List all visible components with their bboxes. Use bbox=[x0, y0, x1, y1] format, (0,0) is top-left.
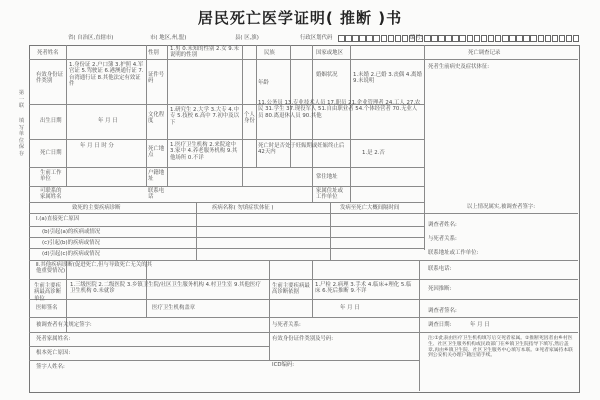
death-place-label: 死亡地点 bbox=[148, 146, 165, 159]
region-code-label: 行政区划代码 bbox=[300, 35, 333, 41]
doctor-sign-label: 医师签名 bbox=[36, 305, 58, 311]
signer-name-label: 签字人姓名: bbox=[36, 364, 65, 370]
certificate-title: 居民死亡医学证明( 推断 )书 bbox=[197, 9, 403, 27]
workplace-label: 生前工作单位 bbox=[40, 170, 62, 183]
education-options: 1.研究生 2.大学 3.大专 4.中专 5.技校 6.高中 7.初中及以下 bbox=[170, 107, 240, 126]
marital-label: 婚姻状况 bbox=[316, 72, 338, 78]
causes-header-interval: 发病至死亡大概间隔时间 bbox=[340, 205, 400, 211]
id-type-label: 有效身份证件类别 bbox=[36, 72, 63, 85]
footer-relation-label: 与死者关系: bbox=[272, 322, 301, 328]
survey-history-label: 死者生前病史及症状体征: bbox=[428, 64, 490, 70]
survey-section-title: 死亡调查记录 bbox=[468, 50, 501, 56]
cause-line-d: (d)引起(c)的疾病或情况 bbox=[42, 251, 100, 257]
household-address-label: 户籍地址 bbox=[148, 170, 165, 183]
survey-cause-label: 死因推断: bbox=[428, 286, 452, 292]
causes-header-disease: 致死的主要疾病诊断 bbox=[72, 205, 121, 211]
sign-date: 年 月 日 bbox=[340, 305, 360, 311]
deceased-name-label: 死者姓名 bbox=[37, 50, 59, 56]
cause-line-c: (c)引起(b)的疾病或情况 bbox=[42, 240, 100, 246]
diag-basis-label: 生前主要疾病最高诊断依据 bbox=[272, 283, 310, 296]
id-number-label: 证件号码 bbox=[148, 72, 165, 85]
occupation-label: 个人身份 bbox=[244, 112, 255, 125]
survey-relation-label: 与死者关系: bbox=[428, 236, 457, 242]
icd-code-label: ICD编码: bbox=[272, 362, 295, 368]
survey-date-label: 调查日期: bbox=[428, 322, 452, 328]
root-cause-label: 根本死亡原因: bbox=[36, 350, 71, 356]
nationality-label: 国家或地区 bbox=[316, 50, 343, 56]
number-label: 编号: bbox=[410, 35, 423, 41]
death-date-label: 死亡日期 bbox=[40, 150, 62, 156]
causes-header-name: 疾病名称( 勿填症状体征 ) bbox=[212, 205, 274, 211]
ethnicity-label: 民族 bbox=[264, 50, 275, 56]
side-label-keep: 填写单位保存 bbox=[18, 118, 25, 157]
id-type-options: 1.身份证 2.户口簿 3.护照 4.军官证 5.驾驶证 6.港澳通行证 7.台湾通行证 8.其他法定有效证件 bbox=[69, 62, 144, 88]
education-label: 文化程度 bbox=[148, 112, 165, 125]
sex-options: 1.男 0.未知的性别 2.女 9.未说明的性别 bbox=[170, 46, 239, 59]
family-sign-label: 被调查者有关规定签字: bbox=[36, 322, 92, 328]
county-label: 县( 区,旗) bbox=[235, 35, 259, 41]
marital-options: 1.未婚 2.已婚 3.丧偶 4.离婚 9.未说明 bbox=[353, 72, 422, 85]
number-boxes bbox=[424, 35, 580, 42]
age-label: 年龄 bbox=[258, 80, 269, 86]
diag-unit-options: 1.三级医院 2.二级医院 3.乡镇卫生院/社区卫生服务机构 4.村卫生室 9.其他医疗卫生机构 0.未就诊 bbox=[70, 282, 261, 295]
diag-unit-label: 生前主要疾病最高诊断单位 bbox=[34, 283, 61, 302]
cause-line-a: Ⅰ.(a)直接死亡原因 bbox=[36, 216, 80, 222]
survey-confirm-intro: 以上情况属实,被调查者签字: bbox=[466, 204, 536, 210]
birth-date-label: 出生日期 bbox=[40, 118, 62, 124]
sex-label: 性别 bbox=[148, 50, 159, 56]
survey-name-label: 调查者姓名: bbox=[428, 222, 457, 228]
birth-date-value: 年 月 日 bbox=[98, 118, 118, 124]
pregnancy-label: 死亡时是否处于妊娠期或妊娠终止后42天内 bbox=[258, 143, 345, 156]
pregnancy-options: 1.是 2.否 bbox=[362, 150, 385, 156]
footer-id-number-label: 有效身份证件类别及号码: bbox=[272, 336, 334, 342]
side-label-copy: 第一联 bbox=[18, 90, 25, 110]
death-date-value: 年 月 日 时 分 bbox=[80, 143, 114, 149]
survey-investigator-label: 调查者签名: bbox=[428, 308, 457, 314]
survey-phone-label: 联系电话: bbox=[428, 266, 452, 272]
survey-date-value: 年 月 日 bbox=[470, 322, 490, 328]
institution-stamp-label: 医疗卫生机构盖章 bbox=[152, 305, 196, 311]
footer-note: 注:①此表由医疗卫生机构填写后交死者家属。②推断死因者由乡村医生、社区卫生服务机构或民政部门在乡镇卫生院指导下填写,然后盖章,再由乡镇卫生院、社区卫生服务中心填写本联。③死者家属持本联到公安机关办理户籍注销手续。 bbox=[428, 336, 573, 359]
residence-label: 常住地址 bbox=[316, 174, 338, 180]
footer-family-name-label: 死者家属姓名: bbox=[36, 336, 71, 342]
occupation-options: 11.公务员 13.专业技术人员 17.职员 21.企业管理者 24.工人 27.农民 31.学生 37.现役军人 51.自由职业者 54.个体经营者 70.无业人员 80.离退休人员 90.其他 bbox=[258, 100, 421, 119]
survey-address-label: 联系地址或工作单位: bbox=[428, 250, 479, 256]
family-phone-label: 联系电话 bbox=[148, 188, 165, 201]
family-address-label: 家属住址或工作单位 bbox=[316, 188, 343, 201]
family-name-label: 可联系的家属姓名 bbox=[40, 188, 62, 201]
survey-divider bbox=[424, 45, 425, 250]
cause-line-other: Ⅱ.其他疾病诊断(促进死亡,但与导致死亡无关的其他重要情况) bbox=[36, 262, 152, 275]
death-place-options: 1.医疗卫生机构 2.来院途中 3.家中 4.养老服务机构 9.其他场所 0.不详 bbox=[170, 142, 238, 161]
diag-basis-options: 1.尸检 2.病理 3.手术 4.临床+理化 5.临床 6.死后推断 9.不详 bbox=[315, 282, 412, 295]
cause-line-b: (b)引起(a)的疾病或情况 bbox=[42, 229, 101, 235]
province-label: 省( 自治区,直辖市) bbox=[68, 35, 114, 41]
city-label: 市( 地区,州,盟) bbox=[150, 35, 187, 41]
